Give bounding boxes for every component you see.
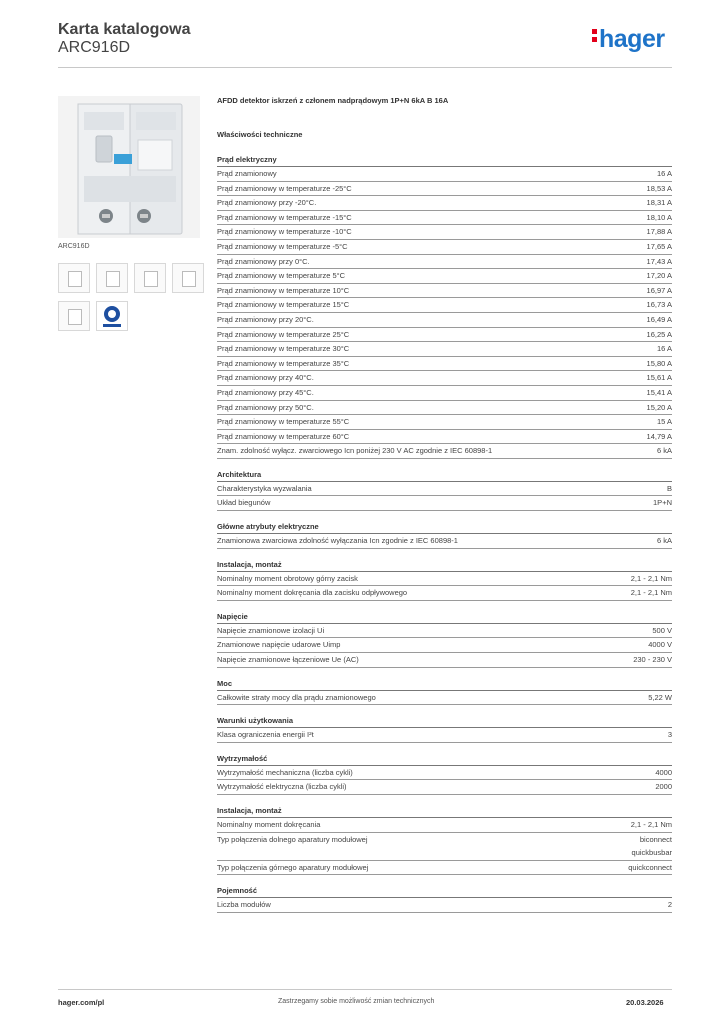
spec-value: 2,1 - 2,1 Nm xyxy=(630,588,672,598)
section-heading: Moc xyxy=(217,678,672,691)
spec-label: Prąd znamionowy w temperaturze 5°C xyxy=(217,271,346,281)
spec-row xyxy=(217,833,672,861)
spec-row xyxy=(217,255,672,270)
spec-label: Klasa ograniczenia energii I²t xyxy=(217,730,314,740)
spec-value: 18,10 A xyxy=(646,212,672,222)
section-heading: Architektura xyxy=(217,469,672,482)
spec-value: 15 A xyxy=(656,417,672,427)
spec-value: 16 A xyxy=(656,169,672,178)
header-divider xyxy=(58,67,672,68)
spec-label: Znamionowe napięcie udarowe Uimp xyxy=(217,640,341,650)
spec-label: Nominalny moment dokręcania xyxy=(217,820,321,829)
spec-value: 15,41 A xyxy=(646,387,672,397)
spec-label: Całkowite straty mocy dla prądu znamionowego xyxy=(217,692,376,702)
product-title: AFDD detektor iskrzeń z członem nadprądowym 1P+N 6kA B 16A xyxy=(217,96,449,105)
hager-logo xyxy=(592,27,665,52)
section-heading: Wytrzymałość xyxy=(217,753,672,766)
section-heading: Pojemność xyxy=(217,885,672,898)
spec-value: 17,20 A xyxy=(646,271,672,281)
spec-row xyxy=(217,167,672,182)
device-thumbnail-icon xyxy=(68,309,82,325)
footer-date: 20.03.2026 xyxy=(626,998,664,1007)
thumbnail-1[interactable] xyxy=(58,263,90,293)
spec-label: Prąd znamionowy w temperaturze 55°C xyxy=(217,417,350,427)
product-illustration xyxy=(58,96,200,238)
section-heading: Prąd elektryczny xyxy=(217,154,672,167)
spec-label: Prąd znamionowy przy -20°C. xyxy=(217,198,317,208)
spec-row xyxy=(217,357,672,372)
spec-sections xyxy=(217,154,672,913)
footer-disclaimer: Zastrzegamy sobie możliwość zmian technicznych xyxy=(278,998,435,1005)
spec-value: 4000 xyxy=(655,767,672,777)
spec-value: 6 kA xyxy=(656,536,672,546)
spec-section xyxy=(217,715,672,743)
spec-row xyxy=(217,572,672,587)
spec-row xyxy=(217,342,672,357)
spec-row xyxy=(217,269,672,284)
spec-value: quickconnect xyxy=(628,862,672,872)
spec-value: biconnect quickbusbar xyxy=(631,834,672,858)
section-heading: Instalacja, montaż xyxy=(217,559,672,572)
spec-row xyxy=(217,401,672,416)
spec-value: 4000 V xyxy=(648,640,672,650)
spec-value: 2,1 - 2,1 Nm xyxy=(630,573,672,583)
spec-label: Prąd znamionowy w temperaturze -15°C xyxy=(217,212,352,222)
spec-value: 2 xyxy=(667,900,672,910)
spec-row xyxy=(217,861,672,876)
spec-label: Prąd znamionowy przy 20°C. xyxy=(217,314,314,324)
spec-row xyxy=(217,284,672,299)
spec-label: Liczba modułów xyxy=(217,900,271,910)
spec-section xyxy=(217,885,672,913)
thumbnail-3[interactable] xyxy=(134,263,166,293)
tech-properties-title: Właściwości techniczne xyxy=(217,130,303,139)
spec-value: 15,80 A xyxy=(646,358,672,368)
quality-badge-thumbnail[interactable] xyxy=(96,301,128,331)
thumbnail-4[interactable] xyxy=(172,263,204,293)
spec-value: 17,88 A xyxy=(646,227,672,237)
spec-label: Prąd znamionowy w temperaturze 10°C xyxy=(217,285,350,295)
spec-label: Znamionowa zwarciowa zdolność wyłączania Icn zgodnie z IEC 60898-1 xyxy=(217,536,458,546)
spec-value: 16 A xyxy=(656,344,672,354)
spec-label: Prąd znamionowy w temperaturze -10°C xyxy=(217,227,352,237)
spec-section xyxy=(217,805,672,875)
diagram-thumbnail-icon xyxy=(144,271,158,287)
spec-section xyxy=(217,678,672,706)
spec-value: 16,49 A xyxy=(646,314,672,324)
device-thumbnail-icon xyxy=(106,271,120,287)
spec-value: 16,73 A xyxy=(646,300,672,310)
spec-label: Prąd znamionowy w temperaturze 30°C xyxy=(217,344,350,354)
section-heading: Instalacja, montaż xyxy=(217,805,672,818)
spec-label: Układ biegunów xyxy=(217,498,271,508)
spec-row xyxy=(217,691,672,706)
thumbnail-2[interactable] xyxy=(96,263,128,293)
spec-label: Prąd znamionowy xyxy=(217,169,277,178)
logo-text: hager xyxy=(599,25,665,53)
content-column xyxy=(217,96,672,913)
spec-label: Wytrzymałość elektryczna (liczba cykli) xyxy=(217,782,347,792)
section-heading: Główne atrybuty elektryczne xyxy=(217,521,672,534)
spec-row xyxy=(217,444,672,459)
spec-row xyxy=(217,482,672,497)
spec-value: 1P+N xyxy=(653,498,672,508)
spec-label: Prąd znamionowy przy 0°C. xyxy=(217,256,310,266)
spec-value: B xyxy=(666,483,672,493)
spec-row xyxy=(217,211,672,226)
spec-section xyxy=(217,521,672,549)
spec-row xyxy=(217,496,672,511)
spec-value: 2,1 - 2,1 Nm xyxy=(630,820,672,829)
spec-label: Typ połączenia górnego aparatury modułowej xyxy=(217,862,369,872)
spec-label: Charakterystyka wyzwalania xyxy=(217,483,312,493)
page-title: Karta katalogowa xyxy=(58,21,191,38)
spec-label: Nominalny moment obrotowy górny zacisk xyxy=(217,573,358,583)
spec-value: 16,97 A xyxy=(646,285,672,295)
spec-row xyxy=(217,780,672,795)
product-image-label: ARC916D xyxy=(58,243,90,250)
spec-label: Napięcie znamionowe izolacji Ui xyxy=(217,625,325,635)
spec-row xyxy=(217,371,672,386)
spec-value: 5,22 W xyxy=(648,692,672,702)
logo-dots-icon xyxy=(592,26,599,45)
spec-row xyxy=(217,586,672,601)
spec-label: Prąd znamionowy w temperaturze 15°C xyxy=(217,300,350,310)
spec-label: Prąd znamionowy w temperaturze 25°C xyxy=(217,329,350,339)
spec-row xyxy=(217,328,672,343)
spec-label: Prąd znamionowy w temperaturze -25°C xyxy=(217,183,352,193)
spec-row xyxy=(217,818,672,833)
spec-value: 17,43 A xyxy=(646,256,672,266)
footer-website[interactable]: hager.com/pl xyxy=(58,998,105,1007)
device-thumbnail-icon xyxy=(68,271,82,287)
spec-row xyxy=(217,386,672,401)
spec-value: 500 V xyxy=(652,625,672,635)
spec-row xyxy=(217,196,672,211)
spec-value: 230 - 230 V xyxy=(633,655,672,665)
spec-row xyxy=(217,415,672,430)
spec-value: 16,25 A xyxy=(646,329,672,339)
spec-value: 15,20 A xyxy=(646,402,672,412)
spec-section xyxy=(217,154,672,459)
spec-section xyxy=(217,469,672,511)
spec-label: Prąd znamionowy w temperaturze 35°C xyxy=(217,358,350,368)
spec-row xyxy=(217,624,672,639)
spec-value: 18,53 A xyxy=(646,183,672,193)
spec-row xyxy=(217,225,672,240)
spec-value: 18,31 A xyxy=(646,198,672,208)
spec-row xyxy=(217,430,672,445)
spec-row xyxy=(217,298,672,313)
thumbnail-5[interactable] xyxy=(58,301,90,331)
product-image xyxy=(58,96,200,238)
spec-row xyxy=(217,638,672,653)
spec-value: 14,79 A xyxy=(646,431,672,441)
spec-label: Prąd znamionowy przy 45°C. xyxy=(217,387,314,397)
spec-label: Prąd znamionowy w temperaturze 60°C xyxy=(217,431,350,441)
spec-row xyxy=(217,182,672,197)
spec-value: 3 xyxy=(667,730,672,740)
spec-row xyxy=(217,728,672,743)
spec-section xyxy=(217,753,672,795)
quality-badge-icon xyxy=(97,302,127,330)
spec-label: Prąd znamionowy przy 50°C. xyxy=(217,402,314,412)
spec-row xyxy=(217,898,672,913)
spec-value: 15,61 A xyxy=(646,373,672,383)
spec-row xyxy=(217,313,672,328)
spec-label: Prąd znamionowy w temperaturze -5°C xyxy=(217,241,348,251)
spec-value: 17,65 A xyxy=(646,241,672,251)
spec-row xyxy=(217,766,672,781)
spec-label: Nominalny moment dokręcania dla zacisku odpływowego xyxy=(217,588,408,598)
spec-row xyxy=(217,240,672,255)
spec-row xyxy=(217,534,672,549)
spec-value: 2000 xyxy=(655,782,672,792)
spec-row xyxy=(217,653,672,668)
spec-section xyxy=(217,559,672,601)
footer-divider xyxy=(58,989,672,990)
spec-label: Prąd znamionowy przy 40°C. xyxy=(217,373,314,383)
section-heading: Napięcie xyxy=(217,611,672,624)
spec-value: 6 kA xyxy=(656,446,672,456)
spec-section xyxy=(217,611,672,668)
product-code: ARC916D xyxy=(58,39,131,56)
section-heading: Warunki użytkowania xyxy=(217,715,672,728)
device-thumbnail-icon xyxy=(182,271,196,287)
spec-label: Typ połączenia dolnego aparatury modułowej xyxy=(217,834,368,844)
spec-label: Znam. zdolność wyłącz. zwarciowego Icn poniżej 230 V AC zgodnie z IEC 60898-1 xyxy=(217,446,493,456)
spec-label: Napięcie znamionowe łączeniowe Ue (AC) xyxy=(217,655,359,665)
spec-label: Wytrzymałość mechaniczna (liczba cykli) xyxy=(217,767,353,777)
